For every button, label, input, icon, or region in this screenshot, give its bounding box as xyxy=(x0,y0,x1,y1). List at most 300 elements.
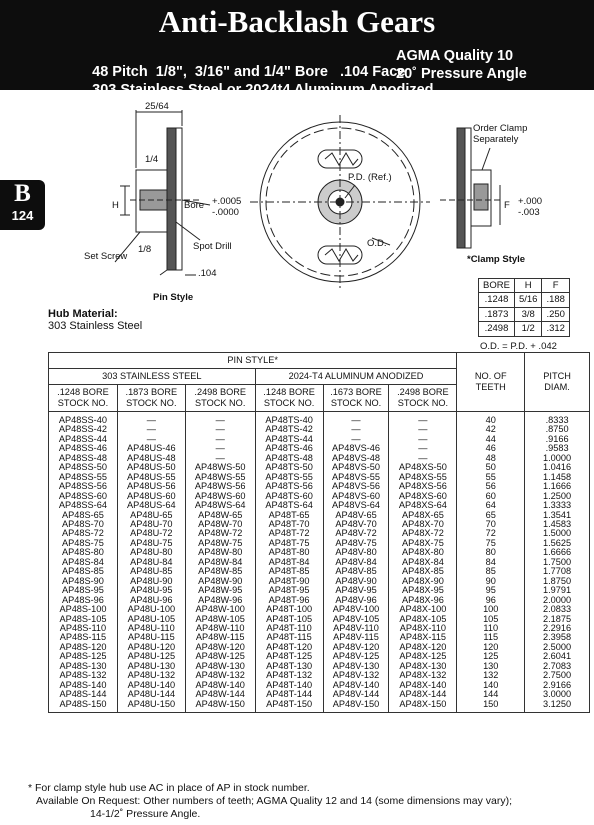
table-cell: AP48X-115 xyxy=(389,633,457,642)
table-cell: AP48T-125 xyxy=(255,652,323,661)
table-cell: 2.3958 xyxy=(525,633,590,642)
table-cell: AP48V-96 xyxy=(323,596,389,605)
table-cell: AP48W-90 xyxy=(185,577,255,586)
separately-label: Separately xyxy=(473,134,519,145)
table-cell: — xyxy=(185,425,255,434)
table-cell: AP48U-84 xyxy=(117,558,185,567)
bore-table-row xyxy=(479,293,570,308)
table-cell: AP48U-105 xyxy=(117,615,185,624)
table-cell: AP48TS-55 xyxy=(255,473,323,482)
table-cell: AP48U-80 xyxy=(117,548,185,557)
table-cell: AP48T-120 xyxy=(255,643,323,652)
table-cell: — xyxy=(117,435,185,444)
table-cell: AP48T-105 xyxy=(255,615,323,624)
table-cell: — xyxy=(117,425,185,434)
table-cell: AP48U-75 xyxy=(117,539,185,548)
table-cell: AP48S-75 xyxy=(49,539,118,548)
table-cell: AP48SS-56 xyxy=(49,482,118,491)
dim-f: F xyxy=(504,200,510,211)
f-tol-minus: -.003 xyxy=(518,207,540,218)
dim-face: .104 xyxy=(198,268,217,279)
f-tol-plus: +.000 xyxy=(518,196,543,207)
table-cell: 90 xyxy=(457,577,525,586)
bore-label: Bore xyxy=(184,200,205,211)
table-cell: AP48S-95 xyxy=(49,586,118,595)
table-cell: 100 xyxy=(457,605,525,614)
table-cell: AP48V-72 xyxy=(323,529,389,538)
table-cell: 72 xyxy=(457,529,525,538)
table-cell: 46 xyxy=(457,444,525,453)
table-cell: AP48W-105 xyxy=(185,615,255,624)
table-cell: 1.0416 xyxy=(525,463,590,472)
table-cell: AP48XS-55 xyxy=(389,473,457,482)
pin-style-caption: Pin Style xyxy=(153,292,194,303)
table-cell: AP48SS-50 xyxy=(49,463,118,472)
table-cell: AP48SS-60 xyxy=(49,492,118,501)
table-cell: AP48S-72 xyxy=(49,529,118,538)
table-cell: AP48XS-50 xyxy=(389,463,457,472)
table-cell: AP48X-110 xyxy=(389,624,457,633)
bore-table-cell: 1/2 xyxy=(514,322,542,337)
table-cell: 2.7500 xyxy=(525,671,590,680)
table-cell: AP48X-85 xyxy=(389,567,457,576)
table-cell: AP48W-85 xyxy=(185,567,255,576)
table-cell: AP48T-84 xyxy=(255,558,323,567)
table-cell: AP48W-95 xyxy=(185,586,255,595)
table-cell: AP48U-70 xyxy=(117,520,185,529)
table-cell: AP48U-95 xyxy=(117,586,185,595)
table-cell: 1.8750 xyxy=(525,577,590,586)
table-cell: 120 xyxy=(457,643,525,652)
table-cell: AP48S-100 xyxy=(49,605,118,614)
table-cell: AP48W-150 xyxy=(185,700,255,713)
table-row xyxy=(49,700,590,713)
table-cell: 2.6041 xyxy=(525,652,590,661)
al-2498-header: .2498 BORE STOCK NO. xyxy=(389,385,457,412)
stainless-group-header: 303 STAINLESS STEEL xyxy=(49,369,256,385)
table-cell: AP48T-140 xyxy=(255,681,323,690)
bore-table-cell: .312 xyxy=(542,322,570,337)
spot-drill-label: Spot Drill xyxy=(193,241,232,252)
table-cell: — xyxy=(389,412,457,426)
table-cell: AP48V-110 xyxy=(323,624,389,633)
table-cell: 65 xyxy=(457,511,525,520)
table-cell: — xyxy=(389,444,457,453)
dim-eighth: 1/8 xyxy=(138,244,152,255)
order-clamp-label: Order Clamp xyxy=(473,123,528,134)
table-cell: AP48TS-50 xyxy=(255,463,323,472)
table-cell: AP48S-144 xyxy=(49,690,118,699)
table-cell: AP48S-96 xyxy=(49,596,118,605)
table-cell: 105 xyxy=(457,615,525,624)
table-cell: 110 xyxy=(457,624,525,633)
table-cell: AP48U-96 xyxy=(117,596,185,605)
table-cell: 2.2916 xyxy=(525,624,590,633)
hub-material-title: Hub Material: xyxy=(48,308,118,320)
table-cell: AP48V-90 xyxy=(323,577,389,586)
table-cell: AP48S-110 xyxy=(49,624,118,633)
table-cell: AP48X-105 xyxy=(389,615,457,624)
table-cell: AP48V-85 xyxy=(323,567,389,576)
table-cell: AP48S-70 xyxy=(49,520,118,529)
table-cell: AP48S-115 xyxy=(49,633,118,642)
bore-table-cell: .1873 xyxy=(479,307,515,322)
table-cell: .9166 xyxy=(525,435,590,444)
table-cell: AP48X-130 xyxy=(389,662,457,671)
table-cell: AP48TS-40 xyxy=(255,412,323,426)
table-cell: 1.0000 xyxy=(525,454,590,463)
table-cell: AP48SS-40 xyxy=(49,412,118,426)
table-cell: AP48X-90 xyxy=(389,577,457,586)
table-cell: AP48X-120 xyxy=(389,643,457,652)
pd-ref-label: P.D. (Ref.) xyxy=(348,172,392,183)
table-cell: AP48V-75 xyxy=(323,539,389,548)
table-cell: AP48X-144 xyxy=(389,690,457,699)
table-cell: AP48V-70 xyxy=(323,520,389,529)
table-cell: 1.9791 xyxy=(525,586,590,595)
table-cell: AP48XS-64 xyxy=(389,501,457,510)
table-cell: 2.1875 xyxy=(525,615,590,624)
table-cell: AP48W-115 xyxy=(185,633,255,642)
table-cell: AP48V-144 xyxy=(323,690,389,699)
table-cell: AP48X-72 xyxy=(389,529,457,538)
table-cell: 1.3333 xyxy=(525,501,590,510)
table-cell: — xyxy=(323,412,389,426)
table-cell: 44 xyxy=(457,435,525,444)
table-cell: 55 xyxy=(457,473,525,482)
table-cell: AP48X-100 xyxy=(389,605,457,614)
table-cell: AP48U-115 xyxy=(117,633,185,642)
table-cell: — xyxy=(117,412,185,426)
table-cell: AP48TS-42 xyxy=(255,425,323,434)
page-title: Anti-Backlash Gears xyxy=(158,4,436,39)
table-cell: AP48T-95 xyxy=(255,586,323,595)
table-cell: AP48TS-44 xyxy=(255,435,323,444)
table-cell: AP48W-100 xyxy=(185,605,255,614)
table-cell: AP48X-84 xyxy=(389,558,457,567)
table-cell: AP48T-100 xyxy=(255,605,323,614)
table-cell: AP48SS-42 xyxy=(49,425,118,434)
table-cell: AP48V-95 xyxy=(323,586,389,595)
od-formula-note: O.D. = P.D. + .042 xyxy=(480,341,557,352)
table-cell: AP48U-100 xyxy=(117,605,185,614)
table-cell: AP48X-70 xyxy=(389,520,457,529)
set-screw-label: Set Screw xyxy=(84,251,128,262)
table-cell: 60 xyxy=(457,492,525,501)
table-cell: 3.0000 xyxy=(525,690,590,699)
table-cell: AP48TS-56 xyxy=(255,482,323,491)
table-cell: AP48US-50 xyxy=(117,463,185,472)
ss-2498-header: .2498 BORE STOCK NO. xyxy=(185,385,255,412)
table-cell: AP48V-120 xyxy=(323,643,389,652)
table-cell: 132 xyxy=(457,671,525,680)
table-cell: 2.0000 xyxy=(525,596,590,605)
bore-dimension-table xyxy=(478,278,570,337)
bore-table-cell: 5/16 xyxy=(514,293,542,308)
table-cell: AP48T-115 xyxy=(255,633,323,642)
table-cell: AP48W-80 xyxy=(185,548,255,557)
table-cell: AP48T-110 xyxy=(255,624,323,633)
table-cell: 125 xyxy=(457,652,525,661)
table-cell: AP48X-150 xyxy=(389,700,457,713)
table-cell: AP48VS-48 xyxy=(323,454,389,463)
table-cell: AP48U-72 xyxy=(117,529,185,538)
table-row xyxy=(49,425,590,434)
table-cell: AP48S-84 xyxy=(49,558,118,567)
hub-material-value: 303 Stainless Steel xyxy=(48,320,143,332)
table-cell: — xyxy=(389,454,457,463)
table-cell: AP48U-90 xyxy=(117,577,185,586)
section-letter: B xyxy=(14,180,31,207)
table-cell: AP48SS-46 xyxy=(49,444,118,453)
table-cell: 2.7083 xyxy=(525,662,590,671)
table-cell: AP48W-65 xyxy=(185,511,255,520)
table-cell: 1.3541 xyxy=(525,511,590,520)
table-cell: AP48XS-56 xyxy=(389,482,457,491)
bore-table-cell: .188 xyxy=(542,293,570,308)
table-cell: AP48WS-55 xyxy=(185,473,255,482)
bore-table-row xyxy=(479,322,570,337)
table-cell: AP48U-140 xyxy=(117,681,185,690)
table-cell: AP48T-150 xyxy=(255,700,323,713)
table-cell: AP48T-144 xyxy=(255,690,323,699)
table-cell: AP48W-96 xyxy=(185,596,255,605)
table-cell: AP48W-144 xyxy=(185,690,255,699)
table-cell: AP48VS-64 xyxy=(323,501,389,510)
table-cell: AP48U-65 xyxy=(117,511,185,520)
table-cell: — xyxy=(323,425,389,434)
ss-1248-header: .1248 BORE STOCK NO. xyxy=(49,385,118,412)
dim-h: H xyxy=(112,200,119,211)
table-cell: AP48S-105 xyxy=(49,615,118,624)
table-cell: AP48X-95 xyxy=(389,586,457,595)
table-cell: AP48W-130 xyxy=(185,662,255,671)
page-number: 124 xyxy=(11,208,34,223)
table-cell: 144 xyxy=(457,690,525,699)
dim-width: 25/64 xyxy=(145,101,169,112)
table-cell: AP48WS-56 xyxy=(185,482,255,491)
table-cell: 48 xyxy=(457,454,525,463)
table-cell: AP48S-140 xyxy=(49,681,118,690)
table-cell: AP48T-130 xyxy=(255,662,323,671)
table-cell: AP48S-65 xyxy=(49,511,118,520)
table-cell: AP48VS-56 xyxy=(323,482,389,491)
table-cell: AP48S-80 xyxy=(49,548,118,557)
table-cell: AP48V-140 xyxy=(323,681,389,690)
table-cell: AP48W-125 xyxy=(185,652,255,661)
table-cell: AP48US-56 xyxy=(117,482,185,491)
table-cell: AP48U-120 xyxy=(117,643,185,652)
table-cell: AP48T-80 xyxy=(255,548,323,557)
table-cell: .8750 xyxy=(525,425,590,434)
table-cell: AP48WS-64 xyxy=(185,501,255,510)
table-cell: AP48X-140 xyxy=(389,681,457,690)
al-1673-header: .1673 BORE STOCK NO. xyxy=(323,385,389,412)
table-cell: 2.5000 xyxy=(525,643,590,652)
table-cell: — xyxy=(185,412,255,426)
table-cell: AP48TS-48 xyxy=(255,454,323,463)
table-cell: AP48US-55 xyxy=(117,473,185,482)
al-1248-header: .1248 BORE STOCK NO. xyxy=(255,385,323,412)
gear-front-view xyxy=(250,115,430,290)
spec-agma: AGMA Quality 10 xyxy=(396,48,514,64)
footnote-pressure: 14-1/2˚ Pressure Angle. xyxy=(90,808,201,820)
table-cell: 1.6666 xyxy=(525,548,590,557)
table-cell: AP48XS-60 xyxy=(389,492,457,501)
clamp-style-side-view xyxy=(440,128,500,248)
table-cell: 140 xyxy=(457,681,525,690)
table-cell: AP48U-110 xyxy=(117,624,185,633)
table-cell: AP48US-46 xyxy=(117,444,185,453)
table-cell: AP48T-85 xyxy=(255,567,323,576)
table-cell: AP48V-84 xyxy=(323,558,389,567)
table-cell: AP48V-105 xyxy=(323,615,389,624)
table-cell: AP48US-64 xyxy=(117,501,185,510)
footnote-clamp: * For clamp style hub use AC in place of AP in stock number. xyxy=(28,782,310,794)
table-cell: AP48VS-60 xyxy=(323,492,389,501)
table-cell: AP48SS-64 xyxy=(49,501,118,510)
table-cell: 1.5625 xyxy=(525,539,590,548)
table-cell: AP48W-84 xyxy=(185,558,255,567)
table-cell: AP48T-75 xyxy=(255,539,323,548)
spec-material: 303 Stainless Steel or 2024t4 Aluminum Anodized xyxy=(92,82,434,98)
table-cell: AP48V-150 xyxy=(323,700,389,713)
teeth-col-header: NO. OF TEETH xyxy=(457,353,525,412)
h-col-header: H xyxy=(514,279,542,293)
table-cell: AP48V-132 xyxy=(323,671,389,680)
table-cell: 42 xyxy=(457,425,525,434)
bore-table-cell: .2498 xyxy=(479,322,515,337)
table-cell: AP48V-80 xyxy=(323,548,389,557)
table-cell: AP48W-132 xyxy=(185,671,255,680)
table-cell: AP48TS-64 xyxy=(255,501,323,510)
table-cell: AP48X-80 xyxy=(389,548,457,557)
spec-pressure-angle: 20˚ Pressure Angle xyxy=(396,66,527,82)
table-cell: AP48X-125 xyxy=(389,652,457,661)
table-cell: AP48S-120 xyxy=(49,643,118,652)
table-cell: AP48TS-60 xyxy=(255,492,323,501)
table-cell: — xyxy=(185,454,255,463)
table-cell: .9583 xyxy=(525,444,590,453)
table-cell: AP48SS-44 xyxy=(49,435,118,444)
table-cell: AP48U-132 xyxy=(117,671,185,680)
table-cell: AP48S-90 xyxy=(49,577,118,586)
table-cell: AP48V-65 xyxy=(323,511,389,520)
table-cell: 1.2500 xyxy=(525,492,590,501)
table-cell: AP48X-132 xyxy=(389,671,457,680)
table-cell: AP48V-125 xyxy=(323,652,389,661)
table-cell: — xyxy=(389,435,457,444)
table-cell: .8333 xyxy=(525,412,590,426)
table-cell: AP48U-130 xyxy=(117,662,185,671)
table-cell: 85 xyxy=(457,567,525,576)
table-cell: — xyxy=(389,425,457,434)
pin-style-header: PIN STYLE* xyxy=(49,353,457,369)
table-row xyxy=(49,412,590,426)
table-cell: AP48V-115 xyxy=(323,633,389,642)
bore-table-cell: .250 xyxy=(542,307,570,322)
table-cell: AP48WS-50 xyxy=(185,463,255,472)
table-cell: AP48US-60 xyxy=(117,492,185,501)
table-cell: 150 xyxy=(457,700,525,713)
table-cell: 75 xyxy=(457,539,525,548)
table-cell: 96 xyxy=(457,596,525,605)
bore-col-header: BORE xyxy=(479,279,515,293)
table-cell: AP48TS-46 xyxy=(255,444,323,453)
table-cell: 1.1458 xyxy=(525,473,590,482)
table-cell: 64 xyxy=(457,501,525,510)
bore-table-cell: 3/8 xyxy=(514,307,542,322)
pitch-col-header: PITCH DIAM. xyxy=(525,353,590,412)
table-cell: AP48X-75 xyxy=(389,539,457,548)
table-cell: AP48V-130 xyxy=(323,662,389,671)
table-cell: 95 xyxy=(457,586,525,595)
table-cell: 1.1666 xyxy=(525,482,590,491)
table-cell: — xyxy=(185,444,255,453)
table-cell: AP48W-72 xyxy=(185,529,255,538)
stock-number-table xyxy=(48,352,590,713)
table-cell: 1.5000 xyxy=(525,529,590,538)
table-cell: — xyxy=(323,435,389,444)
bore-table-cell: .1248 xyxy=(479,293,515,308)
clamp-style-caption: *Clamp Style xyxy=(467,254,526,265)
table-cell: AP48US-48 xyxy=(117,454,185,463)
table-cell: AP48VS-46 xyxy=(323,444,389,453)
table-cell: 40 xyxy=(457,412,525,426)
aluminum-group-header: 2024-T4 ALUMINUM ANODIZED xyxy=(255,369,457,385)
table-cell: AP48S-130 xyxy=(49,662,118,671)
table-cell: 115 xyxy=(457,633,525,642)
table-cell: AP48SS-48 xyxy=(49,454,118,463)
table-cell: AP48V-100 xyxy=(323,605,389,614)
table-cell: AP48S-132 xyxy=(49,671,118,680)
table-cell: AP48U-144 xyxy=(117,690,185,699)
table-cell: AP48X-65 xyxy=(389,511,457,520)
table-cell: AP48S-125 xyxy=(49,652,118,661)
table-cell: 50 xyxy=(457,463,525,472)
table-cell: 70 xyxy=(457,520,525,529)
table-cell: AP48T-132 xyxy=(255,671,323,680)
dim-quarter: 1/4 xyxy=(145,154,159,165)
table-cell: 1.7500 xyxy=(525,558,590,567)
table-cell: AP48W-70 xyxy=(185,520,255,529)
bore-table-row xyxy=(479,307,570,322)
table-cell: AP48U-85 xyxy=(117,567,185,576)
od-label: O.D. xyxy=(367,238,387,249)
table-cell: AP48T-96 xyxy=(255,596,323,605)
table-cell: 56 xyxy=(457,482,525,491)
table-cell: AP48T-70 xyxy=(255,520,323,529)
table-cell: AP48U-150 xyxy=(117,700,185,713)
table-cell: AP48U-125 xyxy=(117,652,185,661)
table-cell: 80 xyxy=(457,548,525,557)
table-cell: AP48S-150 xyxy=(49,700,118,713)
table-cell: AP48WS-60 xyxy=(185,492,255,501)
table-cell: AP48VS-55 xyxy=(323,473,389,482)
table-cell: 2.0833 xyxy=(525,605,590,614)
table-cell: AP48X-96 xyxy=(389,596,457,605)
table-cell: 130 xyxy=(457,662,525,671)
table-cell: AP48T-90 xyxy=(255,577,323,586)
spec-bore-face: 48 Pitch 1/8", 3/16" and 1/4" Bore .104 Face xyxy=(92,64,406,80)
table-cell: AP48T-72 xyxy=(255,529,323,538)
table-cell: 2.9166 xyxy=(525,681,590,690)
footnote-available: Available On Request: Other numbers of teeth; AGMA Quality 12 and 14 (some dimensions may vary); xyxy=(36,795,513,807)
table-cell: 84 xyxy=(457,558,525,567)
table-cell: AP48T-65 xyxy=(255,511,323,520)
bore-tol-plus: +.0005 xyxy=(212,196,242,207)
table-cell: 3.1250 xyxy=(525,700,590,713)
